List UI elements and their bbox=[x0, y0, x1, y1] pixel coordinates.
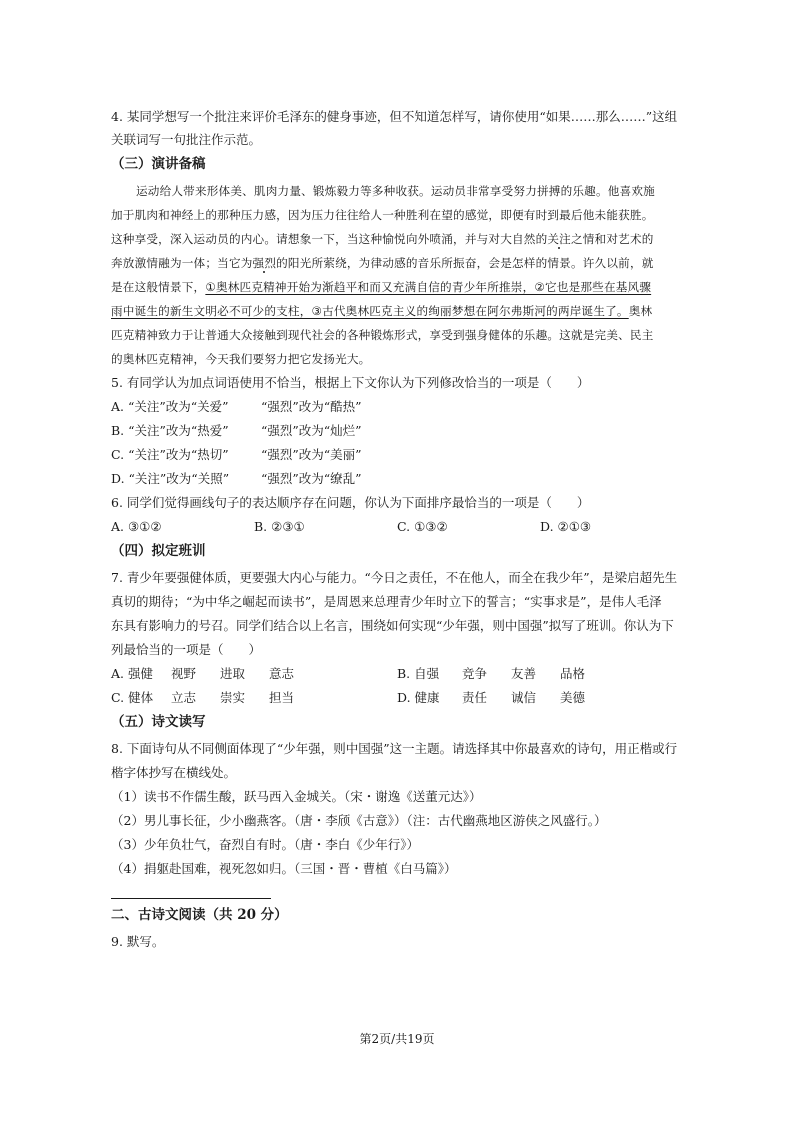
passage-line bbox=[111, 278, 651, 296]
part-2-heading: 二、古诗文阅读（共 20 分） bbox=[111, 907, 288, 923]
section-5-heading: （五）诗文读写 bbox=[111, 714, 206, 730]
q8-item: （3）少年负壮气，奋烈自有时。（唐・李白《少年行》） bbox=[111, 837, 419, 852]
passage-line: 加于肌肉和神经上的那种压力感，因为压力往往给人一种胜利在望的感觉，即便有时到最后他未能获胜。 bbox=[111, 208, 654, 222]
underlined-sentences: 雨中诞生的新生文明必不可少的支柱，③古代奥林匹克主义的绚丽梦想在阿尔弗斯河的两岸诞生了。 bbox=[111, 304, 629, 318]
q9-text: 9. 默写。 bbox=[111, 934, 165, 949]
q7-option-b: B. 自强 bbox=[397, 666, 440, 681]
q7-text-line: 列最恰当的一项是（ ） bbox=[111, 642, 262, 657]
q8-item: （4）捐躯赴国难，视死忽如归。（三国・晋・曹植《白马篇》） bbox=[111, 861, 457, 876]
q7-option-a-word: 意志 bbox=[269, 666, 295, 681]
q7-option-b-word: 品格 bbox=[560, 666, 586, 681]
q5-option-a-second: “强烈”改为“酷热” bbox=[261, 399, 362, 414]
passage-line: 的奥林匹克精神，今天我们要努力把它发扬光大。 bbox=[111, 352, 371, 366]
q6-option-a: A. ③①② bbox=[111, 519, 162, 534]
passage-text: 之情和对艺术的 bbox=[570, 232, 654, 246]
passage-line bbox=[111, 254, 654, 272]
q7-option-d-word: 美德 bbox=[560, 690, 586, 705]
dotted-word-qianglie: 强烈 bbox=[252, 256, 277, 270]
q7-option-d: D. 健康 bbox=[397, 690, 440, 705]
passage-text: 的阳光所萦绕，为律动感的音乐所振奋，会是怎样的情景。许久以前，就 bbox=[276, 256, 654, 270]
q6-option-d: D. ②①③ bbox=[540, 519, 592, 534]
q5-stem: 5. 有同学认为加点词语使用不恰当，根据上下文你认为下列修改恰当的一项是（ ） bbox=[111, 375, 590, 390]
q7-option-a-word: 视野 bbox=[171, 666, 197, 681]
q4-text-line1: 4. 某同学想写一个批注来评价毛泽东的健身事迹，但不知道怎样写，请你使用“如果……那么……”这组 bbox=[111, 109, 678, 124]
passage-text: 这种享受，深入运动员的内心。请想象一下，当这种愉悦向外喷涌，并与对大自然的 bbox=[111, 232, 548, 246]
q7-option-b-word: 友善 bbox=[511, 666, 537, 681]
q8-item: （2）男儿事长征，少小幽燕客。（唐・李颀《古意》）（注：古代幽燕地区游侠之风盛行。） bbox=[111, 813, 607, 828]
q6-option-c: C. ①③② bbox=[397, 519, 448, 534]
passage-line: 匹克精神致力于让普通大众接触到现代社会的各种锻炼形式，享受到强身健体的乐趣。这就是完美、民主 bbox=[111, 328, 654, 342]
passage-line bbox=[111, 230, 654, 248]
q7-option-a-word: 进取 bbox=[220, 666, 246, 681]
passage-line: 运动给人带来形体美、肌肉力量、锻炼毅力等多种收获。运动员非常享受努力拼搏的乐趣。他喜欢施 bbox=[136, 184, 655, 198]
q6-option-b: B. ②③① bbox=[254, 519, 305, 534]
q4-text-line2: 关联词写一句批注作示范。 bbox=[111, 132, 262, 147]
q7-option-c-word: 担当 bbox=[269, 690, 295, 705]
q8-item: （1）读书不作儒生酸，跃马西入金城关。（宋・谢逸《送董元达》） bbox=[111, 789, 482, 804]
section-3-heading: （三）演讲备稿 bbox=[111, 156, 206, 172]
answer-blank-line bbox=[111, 898, 271, 899]
q7-option-d-word: 诚信 bbox=[511, 690, 537, 705]
q5-option-a: A. “关注”改为“关爱” bbox=[111, 399, 229, 414]
q7-option-a: A. 强健 bbox=[111, 666, 153, 681]
q7-text-line: 真切的期待；“为中华之崛起而读书”，是周恩来总理青少年时立下的誓言；“实事求是”，是伟人毛泽 bbox=[111, 594, 662, 609]
q7-option-c-word: 崇实 bbox=[220, 690, 246, 705]
q5-option-c: C. “关注”改为“热切” bbox=[111, 447, 229, 462]
dotted-word-guanzhu: 关注 bbox=[547, 232, 571, 246]
q5-option-b: B. “关注”改为“热爱” bbox=[111, 423, 229, 438]
q7-option-d-word: 责任 bbox=[462, 690, 488, 705]
q5-option-b-second: “强烈”改为“灿烂” bbox=[261, 423, 362, 438]
passage-text: 奔放激情融为一体；当它为 bbox=[111, 256, 253, 270]
passage-line bbox=[111, 302, 652, 320]
passage-text: 奥林 bbox=[628, 304, 653, 318]
underlined-sentences: ①奥林匹克精神开始为渐趋平和而又充满自信的青少年所推崇，②它也是那些在基风骤 bbox=[205, 280, 652, 294]
q8-text-line: 8. 下面诗句从不同侧面体现了“少年强，则中国强”这一主题。请选择其中你最喜欢的诗句，用正楷或行 bbox=[111, 741, 678, 756]
q5-option-c-second: “强烈”改为“美丽” bbox=[261, 447, 362, 462]
q6-stem: 6. 同学们觉得画线句子的表达顺序存在问题，你认为下面排序最恰当的一项是（ ） bbox=[111, 495, 590, 510]
page-number: 第2页/共19页 bbox=[359, 1032, 435, 1046]
passage-text: 是在这般情景下， bbox=[111, 280, 206, 294]
section-4-heading: （四）拟定班训 bbox=[111, 543, 206, 559]
q8-text-line: 楷字体抄写在横线处。 bbox=[111, 765, 237, 780]
q7-text-line: 东具有影响力的号召。同学们结合以上名言，围绕如何实现“少年强，则中国强”拟写了班训。你认为下 bbox=[111, 618, 674, 633]
q7-text-line: 7. 青少年要强健体质，更要强大内心与能力。“今日之责任，不在他人，而全在我少年”，是梁启超先生 bbox=[111, 570, 678, 585]
q5-option-d-second: “强烈”改为“缭乱” bbox=[261, 471, 362, 486]
q7-option-b-word: 竞争 bbox=[462, 666, 488, 681]
q7-option-c: C. 健体 bbox=[111, 690, 154, 705]
q5-option-d: D. “关注”改为“关照” bbox=[111, 471, 230, 486]
q7-option-c-word: 立志 bbox=[171, 690, 197, 705]
